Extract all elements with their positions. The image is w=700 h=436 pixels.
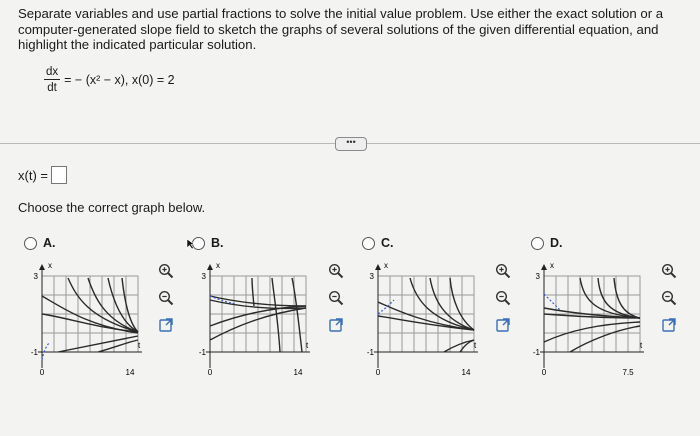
graph-b-ytick-bottom: -1 [198,348,206,357]
graph-b[interactable] [196,256,316,380]
graph-b-yaxis-label: x [216,261,220,270]
graph-d-xtick-right: 7.5 [622,368,634,377]
answer-input[interactable] [51,166,67,184]
graph-d-xtick-left: 0 [541,368,547,377]
radio-c[interactable] [362,237,375,250]
graph-b-tools [327,262,345,334]
option-b[interactable] [192,236,224,250]
graph-a-xaxis-label: t [138,341,141,350]
answer-line [18,166,67,184]
fraction-denominator: dt [47,82,57,94]
graph-d[interactable] [530,256,650,380]
graph-d-arrow-icon [541,264,547,270]
graph-c-arrow-icon [375,264,381,270]
graph-c-yaxis-label: x [384,261,388,270]
expand-icon[interactable] [494,316,512,334]
option-a[interactable] [24,236,56,250]
graph-b-arrow-icon [207,264,213,270]
graph-d-ytick-bottom: -1 [532,348,540,357]
fraction-numerator: dx [46,66,59,78]
graph-c-xtick-left: 0 [375,368,381,377]
zoom-in-icon[interactable] [660,262,678,280]
more-button[interactable]: ••• [335,137,367,151]
graph-b-xtick-right: 14 [293,368,303,377]
graph-b-xtick-left: 0 [207,368,213,377]
graph-c-xtick-right: 14 [461,368,471,377]
graph-b-ytick-top: 3 [201,272,206,281]
zoom-out-icon[interactable] [327,289,345,307]
zoom-out-icon[interactable] [494,289,512,307]
zoom-in-icon[interactable] [327,262,345,280]
option-b-label: B. [211,236,224,250]
graph-c-tools [494,262,512,334]
choose-prompt: Choose the correct graph below. [18,200,206,215]
graph-a-yaxis-label: x [48,261,52,270]
graph-b-xaxis-label: t [306,341,309,350]
graph-a-xtick-left: 0 [39,368,45,377]
derivative-fraction [44,66,60,94]
option-d[interactable] [531,236,563,250]
option-c[interactable] [362,236,394,250]
option-a-label: A. [43,236,56,250]
option-d-label: D. [550,236,563,250]
radio-a[interactable] [24,237,37,250]
graph-b-grid [210,276,306,352]
option-c-label: C. [381,236,394,250]
graph-a-particular [42,342,50,360]
graph-c-xaxis-label: t [474,341,477,350]
graph-a-ytick-bottom: -1 [30,348,38,357]
answer-label: x(t) = [18,167,48,183]
graph-a[interactable] [28,256,148,380]
graph-a-ytick-top: 3 [33,272,38,281]
differential-equation [44,66,175,94]
zoom-out-icon[interactable] [157,289,175,307]
equation-rest: = − (x² − x), x(0) = 2 [64,73,175,87]
zoom-out-icon[interactable] [660,289,678,307]
graph-c[interactable] [364,256,484,380]
expand-icon[interactable] [327,316,345,334]
expand-icon[interactable] [157,316,175,334]
zoom-in-icon[interactable] [157,262,175,280]
graph-c-ytick-bottom: -1 [366,348,374,357]
question-text: Separate variables and use partial fractions to solve the initial value problem. Use either the exact solution or a computer-generated slope field to sketch the graphs of several solutions of the given differential equation, and highlight the indicated particular solution. [18,6,664,52]
graph-a-arrow-icon [39,264,45,270]
graph-d-xaxis-label: t [640,341,643,350]
graph-d-tools [660,262,678,334]
graph-d-ytick-top: 3 [535,272,540,281]
graph-a-xtick-right: 14 [125,368,135,377]
graph-d-particular [544,294,560,310]
graph-d-yaxis-label: x [550,261,554,270]
mouse-cursor-icon [186,238,196,250]
expand-icon[interactable] [660,316,678,334]
radio-d[interactable] [531,237,544,250]
graph-c-particular [378,300,394,314]
graph-c-ytick-top: 3 [369,272,374,281]
zoom-in-icon[interactable] [494,262,512,280]
graph-a-tools [157,262,175,334]
